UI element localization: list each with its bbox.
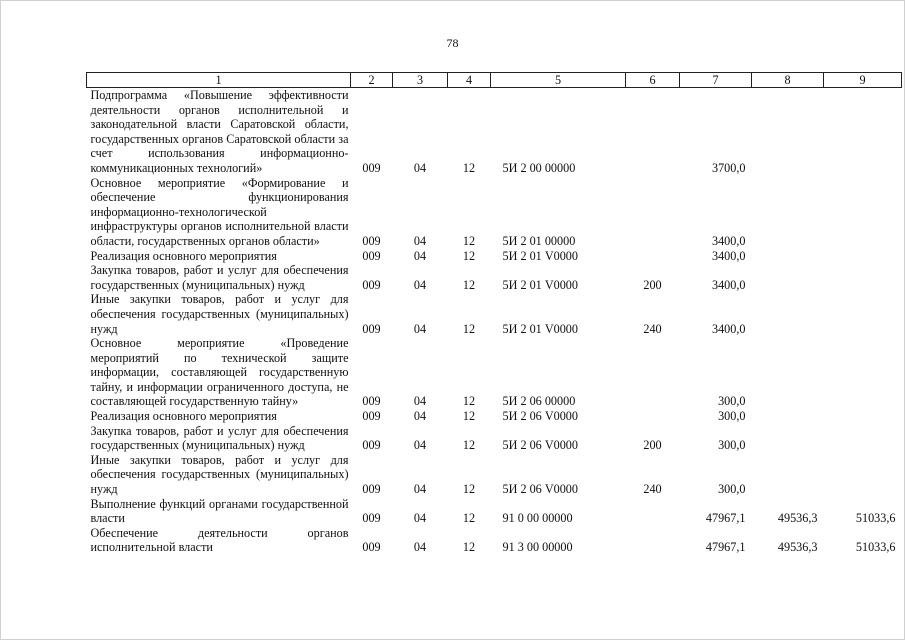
subsection-code: 12 <box>462 160 476 175</box>
column-header-2: 2 <box>351 73 393 88</box>
ministry-code: 009 <box>362 409 381 424</box>
amount-col-8 <box>752 176 824 249</box>
amount-col-8: 49536,3 <box>777 540 818 555</box>
expense-type-code <box>626 409 680 424</box>
section-code: 04 <box>413 277 427 292</box>
subsection-code: 12 <box>462 321 476 336</box>
amount-col-9 <box>824 409 902 424</box>
section-code: 04 <box>413 540 427 555</box>
table-row <box>87 409 902 424</box>
table-row <box>87 263 902 292</box>
expense-type-code <box>626 497 680 526</box>
column-header-4: 4 <box>448 73 491 88</box>
column-header-5: 5 <box>491 73 626 88</box>
section-code: 04 <box>413 321 427 336</box>
target-article-code: 5И 2 06 V0000 <box>502 482 578 497</box>
column-header-1: 1 <box>87 73 351 88</box>
expense-type-code: 200 <box>643 438 662 453</box>
amount-col-7: 47967,1 <box>705 511 746 526</box>
budget-table <box>86 72 902 555</box>
table-row <box>87 424 902 453</box>
amount-col-9 <box>824 453 902 497</box>
table-row <box>87 292 902 336</box>
row-description: Обеспечение деятельности органов исполнительной власти <box>90 525 349 555</box>
table-row <box>87 526 902 555</box>
subsection-code: 12 <box>462 438 476 453</box>
target-article-code: 91 0 00 00000 <box>502 511 573 526</box>
target-article-code: 5И 2 00 00000 <box>502 160 576 175</box>
amount-col-7: 300,0 <box>718 394 746 409</box>
ministry-code: 009 <box>362 540 381 555</box>
row-description: Закупка товаров, работ и услуг для обеспечения государственных (муниципальных) нужд <box>90 423 349 453</box>
row-description: Выполнение функций органами государственной власти <box>90 496 349 526</box>
ministry-code: 009 <box>362 511 381 526</box>
target-article-code: 91 3 00 00000 <box>502 540 573 555</box>
amount-col-8 <box>752 292 824 336</box>
expense-type-code <box>626 526 680 555</box>
target-article-code: 5И 2 06 V0000 <box>502 409 578 424</box>
section-code: 04 <box>413 511 427 526</box>
ministry-code: 009 <box>362 321 381 336</box>
amount-col-7: 3400,0 <box>711 277 746 292</box>
expense-type-code <box>626 88 680 176</box>
column-header-7: 7 <box>680 73 752 88</box>
amount-col-8 <box>752 453 824 497</box>
expense-type-code <box>626 249 680 264</box>
target-article-code: 5И 2 01 V0000 <box>502 321 578 336</box>
page-number: 78 <box>446 36 459 50</box>
subsection-code: 12 <box>462 248 476 263</box>
row-description: Реализация основного мероприятия <box>90 248 277 263</box>
target-article-code: 5И 2 06 00000 <box>502 394 576 409</box>
amount-col-8 <box>752 424 824 453</box>
amount-col-7: 3700,0 <box>711 160 746 175</box>
expense-type-code: 240 <box>643 482 662 497</box>
table-row <box>87 497 902 526</box>
row-description: Подпрограмма «Повышение эффективности деятельности органов исполнительной и законодательной власти Саратовской области, государственных органов Саратовской области за счет использования информационно-коммуникационных технологий» <box>90 88 349 175</box>
column-header-9: 9 <box>824 73 902 88</box>
ministry-code: 009 <box>362 394 381 409</box>
table-row <box>87 249 902 264</box>
table-row <box>87 176 902 249</box>
amount-col-7: 47967,1 <box>705 540 746 555</box>
amount-col-8 <box>752 336 824 409</box>
table-row <box>87 88 902 176</box>
subsection-code: 12 <box>462 482 476 497</box>
amount-col-9 <box>824 424 902 453</box>
row-description: Иные закупки товаров, работ и услуг для обеспечения государственных (муниципальных) нужд <box>90 452 349 497</box>
amount-col-9 <box>824 336 902 409</box>
amount-col-8 <box>752 88 824 176</box>
section-code: 04 <box>413 248 427 263</box>
section-code: 04 <box>413 160 427 175</box>
expense-type-code <box>626 336 680 409</box>
row-description: Основное мероприятие «Проведение мероприятий по технической защите информации, составляющей государственную тайну, и информации ограниченного доступа, не составляющей государственную тайну» <box>90 336 349 409</box>
amount-col-9: 51033,6 <box>855 540 896 555</box>
ministry-code: 009 <box>362 438 381 453</box>
amount-col-7: 300,0 <box>718 482 746 497</box>
ministry-code: 009 <box>362 160 381 175</box>
table-header-row <box>87 73 902 88</box>
ministry-code: 009 <box>362 277 381 292</box>
table-row <box>87 453 902 497</box>
amount-col-7: 3400,0 <box>711 321 746 336</box>
section-code: 04 <box>413 233 427 248</box>
expense-type-code: 240 <box>643 321 662 336</box>
column-header-3: 3 <box>393 73 448 88</box>
target-article-code: 5И 2 06 V0000 <box>502 438 578 453</box>
target-article-code: 5И 2 01 V0000 <box>502 277 578 292</box>
subsection-code: 12 <box>462 233 476 248</box>
target-article-code: 5И 2 01 00000 <box>502 233 576 248</box>
amount-col-9 <box>824 88 902 176</box>
subsection-code: 12 <box>462 511 476 526</box>
column-header-8: 8 <box>752 73 824 88</box>
ministry-code: 009 <box>362 248 381 263</box>
row-description: Закупка товаров, работ и услуг для обеспечения государственных (муниципальных) нужд <box>90 263 349 292</box>
row-description: Иные закупки товаров, работ и услуг для обеспечения государственных (муниципальных) нужд <box>90 292 349 336</box>
ministry-code: 009 <box>362 482 381 497</box>
section-code: 04 <box>413 482 427 497</box>
section-code: 04 <box>413 438 427 453</box>
amount-col-8 <box>752 249 824 264</box>
target-article-code: 5И 2 01 V0000 <box>502 248 578 263</box>
amount-col-7: 3400,0 <box>711 233 746 248</box>
row-description: Реализация основного мероприятия <box>90 409 277 424</box>
subsection-code: 12 <box>462 277 476 292</box>
amount-col-7: 300,0 <box>718 438 746 453</box>
amount-col-9 <box>824 292 902 336</box>
column-header-6: 6 <box>626 73 680 88</box>
subsection-code: 12 <box>462 409 476 424</box>
row-description: Основное мероприятие «Формирование и обеспечение функционирования информационно-технологической инфраструктуры органов исполнительной власти области, государственных органов области» <box>90 175 349 248</box>
amount-col-7: 3400,0 <box>711 248 746 263</box>
amount-col-7: 300,0 <box>718 409 746 424</box>
subsection-code: 12 <box>462 394 476 409</box>
amount-col-8 <box>752 409 824 424</box>
amount-col-8 <box>752 263 824 292</box>
section-code: 04 <box>413 409 427 424</box>
table-body <box>87 88 902 556</box>
amount-col-9 <box>824 263 902 292</box>
expense-type-code <box>626 176 680 249</box>
subsection-code: 12 <box>462 540 476 555</box>
section-code: 04 <box>413 394 427 409</box>
amount-col-8: 49536,3 <box>777 511 818 526</box>
ministry-code: 009 <box>362 233 381 248</box>
table-row <box>87 336 902 409</box>
amount-col-9: 51033,6 <box>855 511 896 526</box>
amount-col-9 <box>824 176 902 249</box>
expense-type-code: 200 <box>643 277 662 292</box>
amount-col-9 <box>824 249 902 264</box>
